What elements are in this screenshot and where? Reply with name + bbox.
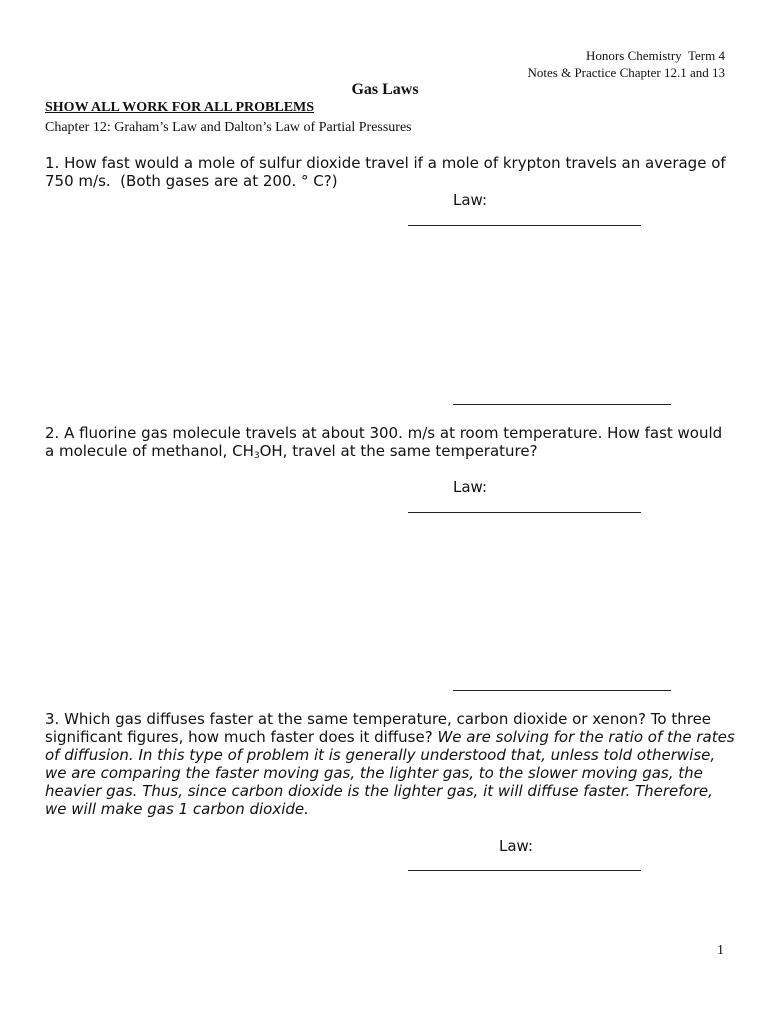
question-2-text: 2. A fluorine gas molecule travels at about 300. m/s at room temperature. How fast would a molecule of methanol, CH — [45, 424, 723, 460]
question-3-law-line[interactable] — [408, 870, 641, 871]
question-2-law-line[interactable] — [408, 512, 641, 513]
question-1-text: 1. How fast would a mole of sulfur dioxide travel if a mole of krypton travels an average of 750 m/s. (Both gases are at 200. ° C?) — [45, 154, 731, 190]
question-1-law-line[interactable] — [408, 225, 641, 226]
question-1-law-label: Law: — [453, 191, 488, 209]
course-term: Honors Chemistry Term 4 — [586, 48, 725, 63]
page-number: 1 — [717, 943, 724, 958]
question-3 — [45, 710, 735, 818]
chapter-subtitle: Chapter 12: Graham’s Law and Dalton’s Law of Partial Pressures — [45, 120, 412, 135]
question-3-text: 3. Which gas diffuses faster at the same temperature, carbon dioxide or xenon? To three significant figures, how much faster does it diffuse? — [45, 710, 712, 746]
question-3-law-label: Law: — [499, 837, 534, 855]
question-2-answer-line[interactable] — [453, 690, 671, 691]
question-3-italic-note: We are solving for the ratio of the rates of diffusion. In this type of problem it is generally understood that, unless told otherwise, we are comparing the faster moving gas, the lighter gas, to the slower moving gas, the heavier gas. Thus, since carbon dioxide is the lighter gas, it will diffuse faster. Therefore, we will make gas 1 carbon dioxide. — [45, 728, 735, 818]
question-1-answer-line[interactable] — [453, 404, 671, 405]
page-title: Gas Laws — [351, 81, 419, 98]
question-2-subscript: 3 — [253, 451, 260, 461]
document-header — [528, 47, 725, 81]
question-2 — [45, 424, 735, 465]
notes-chapter: Notes & Practice Chapter 12.1 and 13 — [527, 65, 725, 80]
question-2-text-end: OH, travel at the same temperature? — [259, 442, 538, 460]
instruction-text: SHOW ALL WORK FOR ALL PROBLEMS — [45, 100, 315, 115]
question-1 — [45, 154, 735, 190]
question-2-law-label: Law: — [453, 478, 488, 496]
